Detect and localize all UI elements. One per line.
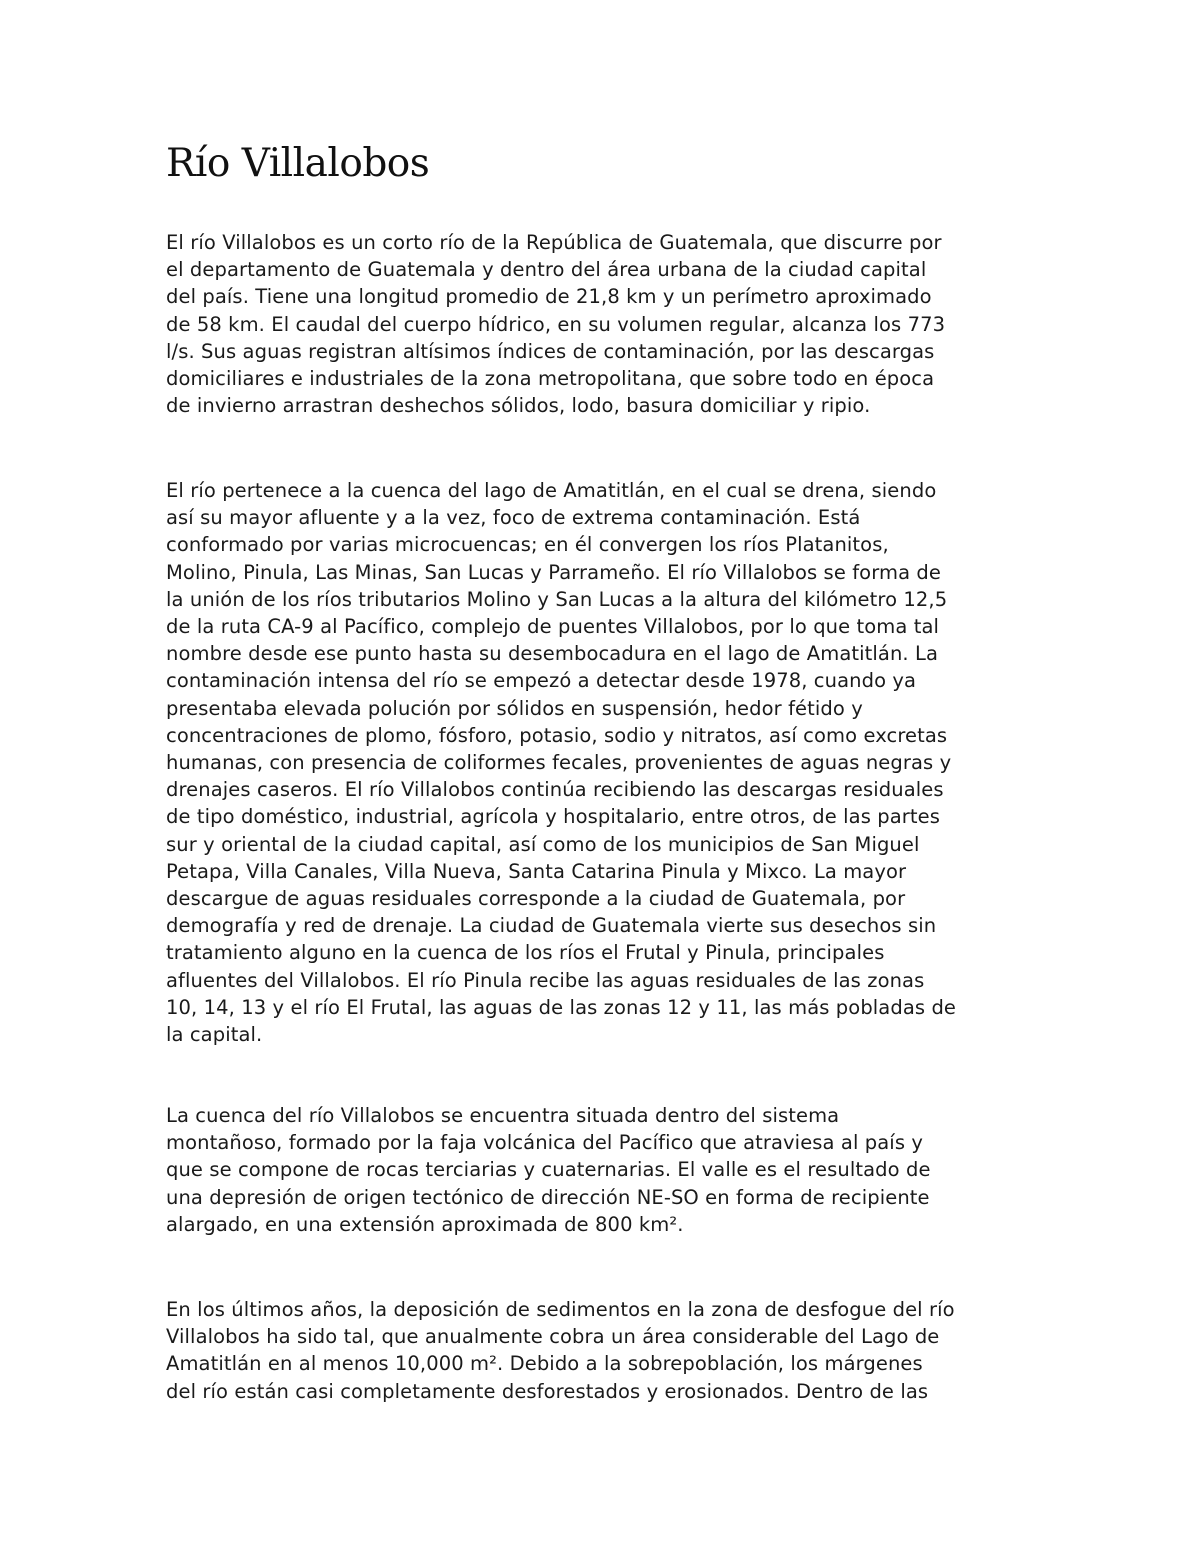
text-line: 10, 14, 13 y el río El Frutal, las aguas de las zonas 12 y 11, las más pobladas de (166, 995, 957, 1019)
text-line: de la ruta CA-9 al Pacífico, complejo de puentes Villalobos, por lo que toma tal (166, 615, 940, 639)
text-line: la capital. (166, 1023, 263, 1047)
text-line: conformado por varias microcuencas; en él convergen los ríos Platanitos, (166, 533, 889, 557)
paragraph-1 (166, 229, 1046, 419)
text-line: En los últimos años, la deposición de sedimentos en la zona de desfogue del río (166, 1298, 955, 1321)
paragraph-2 (166, 477, 1046, 1048)
text-line: humanas, con presencia de coliformes fecales, provenientes de aguas negras y (166, 751, 952, 775)
text-line: de 58 km. El caudal del cuerpo hídrico, en su volumen regular, alcanza los 773 (166, 312, 946, 336)
text-line: El río pertenece a la cuenca del lago de Amatitlán, en el cual se drena, siendo (166, 479, 937, 502)
text-line: l/s. Sus aguas registran altísimos índices de contaminación, por las descargas (166, 339, 935, 363)
text-line: que se compone de rocas terciarias y cuaternarias. El valle es el resultado de (166, 1158, 931, 1182)
text-line: del río están casi completamente desforestados y erosionados. Dentro de las (166, 1379, 929, 1403)
text-line: Amatitlán en al menos 10,000 m². Debido a la sobrepoblación, los márgenes (166, 1352, 923, 1376)
text-line: drenajes caseros. El río Villalobos continúa recibiendo las descargas residuales (166, 778, 944, 802)
text-line: La cuenca del río Villalobos se encuentra situada dentro del sistema (166, 1104, 840, 1127)
text-line: sur y oriental de la ciudad capital, así como de los municipios de San Miguel (166, 832, 920, 856)
text-line: Petapa, Villa Canales, Villa Nueva, Santa Catarina Pinula y Mixco. La mayor (166, 859, 907, 883)
text-line: la unión de los ríos tributarios Molino y San Lucas a la altura del kilómetro 12,5 (166, 587, 948, 611)
text-line: montañoso, formado por la faja volcánica del Pacífico que atraviesa al país y (166, 1131, 924, 1155)
text-line: concentraciones de plomo, fósforo, potasio, sodio y nitratos, así como excretas (166, 723, 948, 747)
text-line: domiciliares e industriales de la zona metropolitana, que sobre todo en época (166, 367, 935, 391)
text-line: descargue de aguas residuales corresponde a la ciudad de Guatemala, por (166, 887, 906, 911)
text-line: presentaba elevada polución por sólidos en suspensión, hedor fétido y (166, 696, 863, 720)
paragraph-4 (166, 1296, 1046, 1405)
text-line: El río Villalobos es un corto río de la República de Guatemala, que discurre por (166, 231, 942, 254)
text-line: de tipo doméstico, industrial, agrícola y hospitalario, entre otros, de las partes (166, 805, 941, 829)
text-line: una depresión de origen tectónico de dirección NE-SO en forma de recipiente (166, 1185, 930, 1209)
paragraph-3 (166, 1102, 1046, 1238)
text-line: del país. Tiene una longitud promedio de 21,8 km y un perímetro aproximado (166, 285, 932, 309)
text-line: afluentes del Villalobos. El río Pinula recibe las aguas residuales de las zonas (166, 968, 925, 992)
page-title: Río Villalobos (166, 141, 430, 186)
text-line: tratamiento alguno en la cuenca de los ríos el Frutal y Pinula, principales (166, 941, 885, 965)
text-line: contaminación intensa del río se empezó a detectar desde 1978, cuando ya (166, 669, 917, 693)
text-line: Villalobos ha sido tal, que anualmente cobra un área considerable del Lago de (166, 1325, 940, 1349)
text-line: demografía y red de drenaje. La ciudad de Guatemala vierte sus desechos sin (166, 914, 937, 938)
text-line: alargado, en una extensión aproximada de 800 km². (166, 1212, 684, 1236)
text-line: de invierno arrastran deshechos sólidos, lodo, basura domiciliar y ripio. (166, 394, 871, 418)
text-line: Molino, Pinula, Las Minas, San Lucas y Parrameño. El río Villalobos se forma de (166, 560, 941, 584)
text-line: así su mayor afluente y a la vez, foco de extrema contaminación. Está (166, 506, 861, 530)
text-line: nombre desde ese punto hasta su desembocadura en el lago de Amatitlán. La (166, 642, 939, 666)
text-line: el departamento de Guatemala y dentro del área urbana de la ciudad capital (166, 258, 927, 282)
